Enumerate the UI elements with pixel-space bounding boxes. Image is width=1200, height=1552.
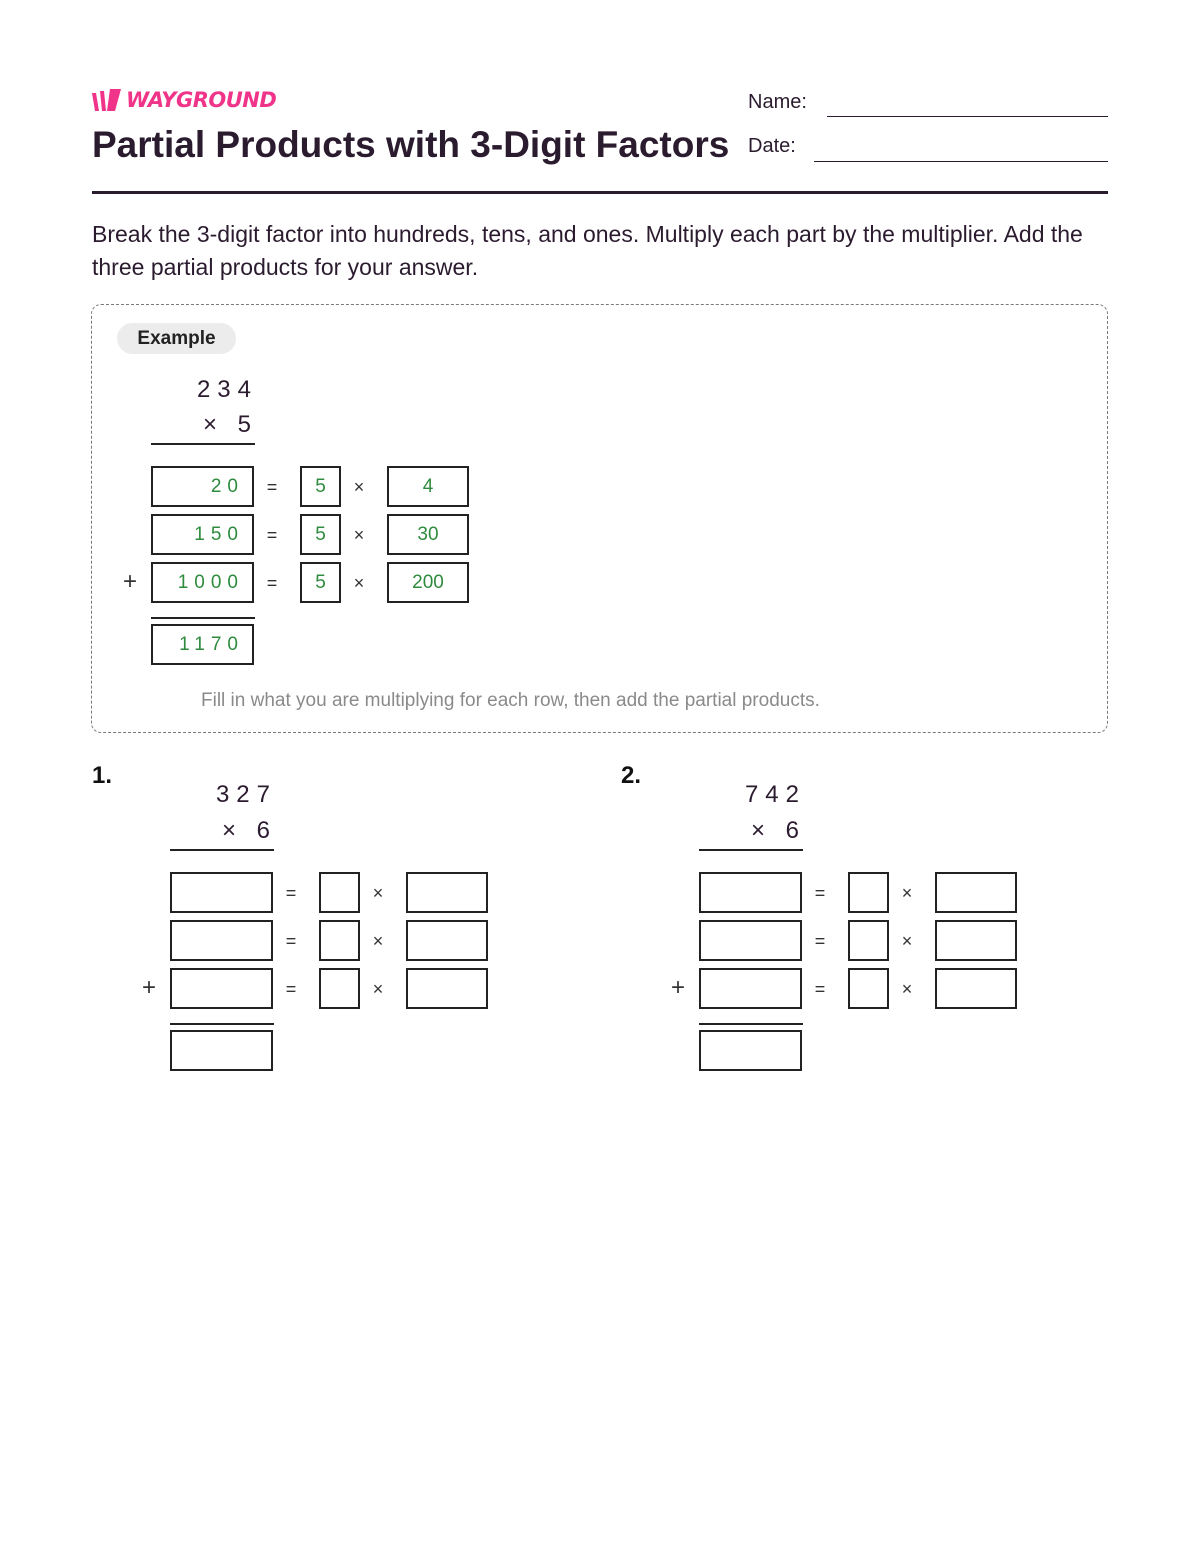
times-sign: × <box>353 525 365 545</box>
plus-sign: + <box>122 568 137 595</box>
example-part-box: 30 <box>387 514 469 555</box>
date-field[interactable] <box>814 161 1108 162</box>
instructions: Break the 3-digit factor into hundreds, tens, and ones. Multiply each part by the multiplier. Add the three partial products for your answer. <box>92 221 1083 280</box>
part-input[interactable] <box>935 968 1017 1009</box>
total-input[interactable] <box>170 1030 273 1071</box>
example-multiplier-box: 5 <box>300 514 341 555</box>
multiplier-input[interactable] <box>319 968 360 1009</box>
example-badge: Example <box>117 323 236 354</box>
part-input[interactable] <box>935 920 1017 961</box>
page-title: Partial Products with 3-Digit Factors <box>92 124 730 165</box>
equals-sign: = <box>285 979 297 999</box>
problem-number: 1. <box>92 762 113 789</box>
partial-product-input[interactable] <box>699 920 802 961</box>
part-input[interactable] <box>406 968 488 1009</box>
sum-rule <box>699 1023 803 1025</box>
example-part-box: 4 <box>387 466 469 507</box>
problem-factor: 327 <box>215 781 277 808</box>
partial-product-input[interactable] <box>699 872 802 913</box>
equals-sign: = <box>285 883 297 903</box>
multiplier-input[interactable] <box>848 872 889 913</box>
partial-product-input[interactable] <box>699 968 802 1009</box>
total-input[interactable] <box>699 1030 802 1071</box>
problem-multiplier: × 6 <box>221 817 277 844</box>
brand-logo <box>92 88 276 112</box>
example-factor: 234 <box>196 376 258 403</box>
times-sign: × <box>901 931 913 951</box>
plus-sign: + <box>670 974 685 1001</box>
example-partial-product-tens: 150 <box>151 514 254 555</box>
example-partial-product-ones: 20 <box>151 466 254 507</box>
equals-sign: = <box>814 931 826 951</box>
name-label: Name: <box>748 91 807 113</box>
equals-sign: = <box>266 477 278 497</box>
wayground-logo-icon <box>92 89 122 111</box>
example-multiplier-box: 5 <box>300 466 341 507</box>
times-sign: × <box>372 979 384 999</box>
multiplier-input[interactable] <box>848 920 889 961</box>
part-input[interactable] <box>406 920 488 961</box>
problem-number: 2. <box>621 762 642 789</box>
partial-product-input[interactable] <box>170 920 273 961</box>
partial-product-input[interactable] <box>170 872 273 913</box>
name-field[interactable] <box>827 116 1108 117</box>
equals-sign: = <box>266 525 278 545</box>
date-label: Date: <box>748 135 796 157</box>
part-input[interactable] <box>406 872 488 913</box>
times-sign: × <box>372 931 384 951</box>
example-caption: Fill in what you are multiplying for each row, then add the partial products. <box>201 690 820 711</box>
partial-product-input[interactable] <box>170 968 273 1009</box>
problem-rule <box>699 849 803 851</box>
times-sign: × <box>353 573 365 593</box>
equals-sign: = <box>814 883 826 903</box>
example-total: 1170 <box>151 624 254 665</box>
brand-name: WAYGROUND <box>126 88 277 112</box>
equals-sign: = <box>814 979 826 999</box>
times-sign: × <box>353 477 365 497</box>
multiplier-input[interactable] <box>319 872 360 913</box>
times-sign: × <box>901 979 913 999</box>
times-sign: × <box>901 883 913 903</box>
example-multiplier-box: 5 <box>300 562 341 603</box>
example-part-box: 200 <box>387 562 469 603</box>
times-sign: × <box>372 883 384 903</box>
multiplier-input[interactable] <box>319 920 360 961</box>
equals-sign: = <box>266 573 278 593</box>
example-sum-rule <box>151 617 255 619</box>
problem-multiplier: × 6 <box>750 817 806 844</box>
part-input[interactable] <box>935 872 1017 913</box>
example-rule <box>151 443 255 445</box>
sum-rule <box>170 1023 274 1025</box>
plus-sign: + <box>141 974 156 1001</box>
example-partial-product-hundreds: 1000 <box>151 562 254 603</box>
problem-factor: 742 <box>744 781 806 808</box>
problem-rule <box>170 849 274 851</box>
equals-sign: = <box>285 931 297 951</box>
multiplier-input[interactable] <box>848 968 889 1009</box>
header-divider <box>92 191 1108 194</box>
example-multiplier: × 5 <box>202 411 258 438</box>
